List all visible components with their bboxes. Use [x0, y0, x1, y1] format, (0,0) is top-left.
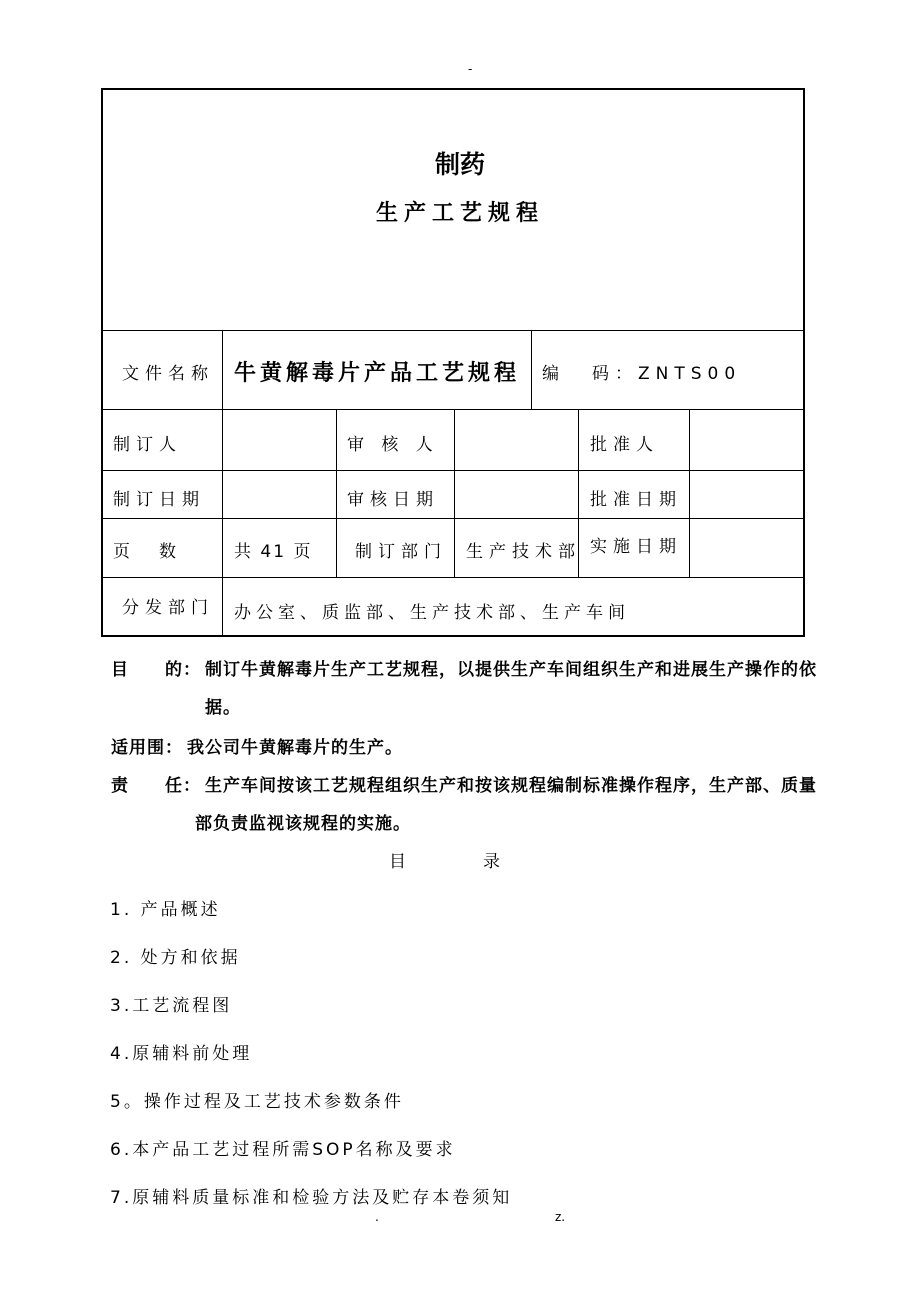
distribution-value: 办公室、质监部、生产技术部、生产车间 [234, 603, 630, 623]
purpose-label: 目 的： [111, 660, 201, 680]
dept-value: 生产技术部 [466, 542, 581, 562]
toc-item: 7.原辅料质量标准和检验方法及贮存本卷须知 [110, 1188, 513, 1208]
toc-item: 2. 处方和依据 [110, 948, 241, 968]
code-value: 码：ZNTS00 [592, 364, 742, 384]
table-rule [689, 409, 690, 577]
reviewer-label: 审 核 人 [347, 435, 439, 455]
responsibility-text-line1: 生产车间按该工艺规程组织生产和按该规程编制标准操作程序，生产部、质量 [205, 776, 817, 796]
dept-label: 制订部门 [355, 542, 447, 562]
purpose-text-line2: 据。 [205, 698, 241, 718]
review-date-label: 审核日期 [347, 490, 439, 510]
author-label: 制订人 [113, 435, 182, 455]
code-label: 编 [542, 364, 565, 384]
file-name-value: 牛黄解毒片产品工艺规程 [234, 361, 521, 386]
toc-title-left: 目 [389, 852, 406, 872]
effective-date-label: 实施日期 [590, 537, 682, 557]
table-rule [531, 330, 532, 409]
document-subtitle: 生产工艺规程 [375, 201, 544, 226]
footer-left-mark: . [375, 1210, 379, 1224]
responsibility-text-line2: 部负责监视该规程的实施。 [195, 814, 411, 834]
file-name-label: 文件名称 [122, 364, 214, 384]
responsibility-label: 责 任： [111, 776, 201, 796]
table-rule [101, 577, 805, 578]
toc-item: 5。操作过程及工艺技术参数条件 [110, 1092, 404, 1112]
scope-label: 适用围： [111, 738, 183, 758]
purpose-text-line1: 制订牛黄解毒片生产工艺规程，以提供生产车间组织生产和进展生产操作的依 [205, 660, 817, 680]
document-title: 制药 [434, 150, 485, 179]
toc-item: 4.原辅料前处理 [110, 1044, 253, 1064]
footer-right-mark: z. [555, 1210, 566, 1224]
table-rule [101, 409, 805, 410]
distribution-label: 分发部门 [122, 598, 214, 618]
approver-label: 批准人 [590, 435, 659, 455]
table-rule [101, 518, 805, 519]
table-rule [222, 330, 223, 637]
table-rule [454, 409, 455, 577]
toc-item: 6.本产品工艺过程所需SOP名称及要求 [110, 1140, 456, 1160]
header-mark: - [468, 62, 473, 76]
pages-label: 页 数 [113, 542, 182, 562]
toc-title-right: 录 [483, 852, 500, 872]
approve-date-label: 批准日期 [590, 490, 682, 510]
pages-value: 共 41 页 [234, 542, 313, 562]
toc-item: 3.工艺流程图 [110, 996, 233, 1016]
table-rule [101, 330, 805, 331]
table-rule [101, 470, 805, 471]
toc-item: 1. 产品概述 [110, 900, 221, 920]
scope-text: 我公司牛黄解毒片的生产。 [187, 738, 403, 758]
author-date-label: 制订日期 [113, 490, 205, 510]
table-rule [336, 409, 337, 577]
